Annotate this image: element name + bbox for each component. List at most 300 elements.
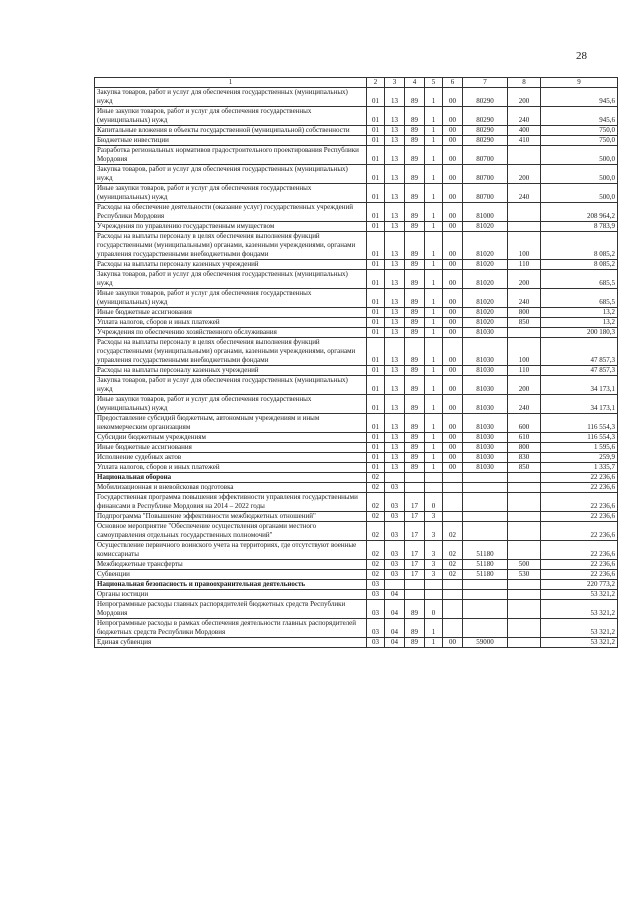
subsection-code-cell: 03 bbox=[385, 483, 405, 493]
event-code-cell: 00 bbox=[443, 232, 463, 260]
expense-type-cell bbox=[508, 619, 541, 638]
subsection-code-cell: 13 bbox=[385, 222, 405, 232]
program-code-cell: 89 bbox=[405, 619, 425, 638]
direction-code-cell: 51180 bbox=[463, 560, 508, 570]
expense-type-cell: 100 bbox=[508, 232, 541, 260]
section-code-cell: 01 bbox=[367, 289, 385, 308]
section-code-cell: 01 bbox=[367, 107, 385, 126]
direction-code-cell: 81030 bbox=[463, 328, 508, 338]
table-row bbox=[95, 522, 618, 541]
program-code-cell: 89 bbox=[405, 443, 425, 453]
subsection-code-cell: 13 bbox=[385, 107, 405, 126]
subsection-code-cell: 13 bbox=[385, 433, 405, 443]
table-row bbox=[95, 493, 618, 512]
subsection-code-cell: 03 bbox=[385, 493, 405, 512]
program-code-cell: 89 bbox=[405, 136, 425, 146]
amount-cell: 945,6 bbox=[541, 107, 618, 126]
section-code-cell: 03 bbox=[367, 638, 385, 648]
program-code-cell: 89 bbox=[405, 600, 425, 619]
section-code-cell: 02 bbox=[367, 473, 385, 483]
direction-code-cell: 80290 bbox=[463, 107, 508, 126]
row-name-cell: Иные закупки товаров, работ и услуг для обеспечения государственных (муниципальных) нужд bbox=[95, 184, 367, 203]
event-code-cell: 00 bbox=[443, 146, 463, 165]
row-name-cell: Государственная программа повышения эффективности управления государственными финансами в Республике Мордовия на 2014 – 2022 годы bbox=[95, 493, 367, 512]
subprogram-code-cell: 3 bbox=[425, 541, 443, 560]
section-code-cell: 01 bbox=[367, 318, 385, 328]
amount-cell: 13,2 bbox=[541, 308, 618, 318]
row-name-cell: Предоставление субсидий бюджетным, автономным учреждениям и иным некоммерческим организациям bbox=[95, 414, 367, 433]
subprogram-code-cell: 1 bbox=[425, 318, 443, 328]
row-name-cell: Межбюджетные трансферты bbox=[95, 560, 367, 570]
event-code-cell: 00 bbox=[443, 414, 463, 433]
amount-cell: 53 321,2 bbox=[541, 590, 618, 600]
table-header-row bbox=[95, 78, 618, 88]
row-name-cell: Непрограммные расходы главных распорядителей бюджетных средств Республики Мордовия bbox=[95, 600, 367, 619]
event-code-cell: 00 bbox=[443, 338, 463, 366]
amount-cell: 259,9 bbox=[541, 453, 618, 463]
section-code-cell: 01 bbox=[367, 88, 385, 107]
amount-cell: 500,0 bbox=[541, 165, 618, 184]
subsection-code-cell: 03 bbox=[385, 570, 405, 580]
table-row bbox=[95, 473, 618, 483]
expense-type-cell: 200 bbox=[508, 376, 541, 395]
table-row bbox=[95, 414, 618, 433]
table-row bbox=[95, 512, 618, 522]
expense-type-cell: 850 bbox=[508, 463, 541, 473]
event-code-cell: 00 bbox=[443, 136, 463, 146]
table-row bbox=[95, 638, 618, 648]
header-cell: 7 bbox=[463, 78, 508, 88]
expense-type-cell: 200 bbox=[508, 88, 541, 107]
expense-type-cell bbox=[508, 638, 541, 648]
event-code-cell: 00 bbox=[443, 184, 463, 203]
table-row bbox=[95, 328, 618, 338]
program-code-cell: 89 bbox=[405, 328, 425, 338]
table-row bbox=[95, 376, 618, 395]
section-code-cell: 02 bbox=[367, 522, 385, 541]
subsection-code-cell bbox=[385, 580, 405, 590]
header-cell: 4 bbox=[405, 78, 425, 88]
amount-cell: 750,0 bbox=[541, 126, 618, 136]
subprogram-code-cell: 3 bbox=[425, 522, 443, 541]
section-code-cell: 01 bbox=[367, 463, 385, 473]
amount-cell: 53 321,2 bbox=[541, 638, 618, 648]
subsection-code-cell: 13 bbox=[385, 165, 405, 184]
amount-cell: 22 236,6 bbox=[541, 541, 618, 560]
direction-code-cell: 81000 bbox=[463, 203, 508, 222]
row-name-cell: Иные бюджетные ассигнования bbox=[95, 443, 367, 453]
event-code-cell bbox=[443, 512, 463, 522]
expense-type-cell: 110 bbox=[508, 366, 541, 376]
amount-cell: 500,0 bbox=[541, 184, 618, 203]
row-name-cell: Расходы на обеспечение деятельности (оказание услуг) государственных учреждений Республики Мордовия bbox=[95, 203, 367, 222]
subprogram-code-cell bbox=[425, 590, 443, 600]
program-code-cell: 89 bbox=[405, 414, 425, 433]
expense-type-cell bbox=[508, 146, 541, 165]
event-code-cell: 00 bbox=[443, 222, 463, 232]
section-code-cell: 01 bbox=[367, 338, 385, 366]
row-name-cell: Непрограммные расходы в рамках обеспечения деятельности главных распорядителей бюджетных средств Республики Мордовия bbox=[95, 619, 367, 638]
subsection-code-cell: 13 bbox=[385, 88, 405, 107]
program-code-cell: 89 bbox=[405, 308, 425, 318]
subprogram-code-cell: 1 bbox=[425, 453, 443, 463]
direction-code-cell: 80700 bbox=[463, 146, 508, 165]
program-code-cell: 89 bbox=[405, 453, 425, 463]
subsection-code-cell: 13 bbox=[385, 328, 405, 338]
table-row bbox=[95, 289, 618, 308]
subprogram-code-cell: 1 bbox=[425, 260, 443, 270]
program-code-cell: 89 bbox=[405, 395, 425, 414]
row-name-cell: Субсидии бюджетным учреждениям bbox=[95, 433, 367, 443]
program-code-cell: 89 bbox=[405, 107, 425, 126]
direction-code-cell: 81030 bbox=[463, 366, 508, 376]
expense-type-cell bbox=[508, 222, 541, 232]
event-code-cell: 00 bbox=[443, 203, 463, 222]
expense-type-cell: 800 bbox=[508, 443, 541, 453]
direction-code-cell: 81030 bbox=[463, 338, 508, 366]
amount-cell: 22 236,6 bbox=[541, 560, 618, 570]
expense-type-cell: 200 bbox=[508, 165, 541, 184]
program-code-cell: 89 bbox=[405, 638, 425, 648]
section-code-cell: 01 bbox=[367, 443, 385, 453]
event-code-cell bbox=[443, 493, 463, 512]
subprogram-code-cell: 1 bbox=[425, 203, 443, 222]
page-number: 28 bbox=[576, 50, 587, 62]
expense-type-cell: 240 bbox=[508, 107, 541, 126]
direction-code-cell: 80700 bbox=[463, 165, 508, 184]
row-name-cell: Закупка товаров, работ и услуг для обеспечения государственных (муниципальных) нужд bbox=[95, 88, 367, 107]
section-code-cell: 02 bbox=[367, 512, 385, 522]
expense-type-cell: 830 bbox=[508, 453, 541, 463]
amount-cell: 200 180,3 bbox=[541, 328, 618, 338]
subsection-code-cell: 13 bbox=[385, 366, 405, 376]
section-code-cell: 02 bbox=[367, 570, 385, 580]
event-code-cell: 00 bbox=[443, 395, 463, 414]
subprogram-code-cell: 1 bbox=[425, 270, 443, 289]
expense-type-cell: 110 bbox=[508, 260, 541, 270]
table-row bbox=[95, 126, 618, 136]
expense-type-cell bbox=[508, 328, 541, 338]
program-code-cell: 89 bbox=[405, 376, 425, 395]
subsection-code-cell: 13 bbox=[385, 232, 405, 260]
amount-cell: 116 554,3 bbox=[541, 433, 618, 443]
table-row bbox=[95, 232, 618, 260]
subprogram-code-cell: 0 bbox=[425, 600, 443, 619]
amount-cell: 220 773,2 bbox=[541, 580, 618, 590]
subsection-code-cell: 13 bbox=[385, 136, 405, 146]
subprogram-code-cell: 1 bbox=[425, 619, 443, 638]
section-code-cell: 01 bbox=[367, 433, 385, 443]
expense-type-cell: 500 bbox=[508, 560, 541, 570]
subprogram-code-cell: 1 bbox=[425, 376, 443, 395]
expense-type-cell bbox=[508, 580, 541, 590]
direction-code-cell: 81020 bbox=[463, 270, 508, 289]
direction-code-cell bbox=[463, 483, 508, 493]
section-code-cell: 01 bbox=[367, 203, 385, 222]
section-code-cell: 01 bbox=[367, 165, 385, 184]
section-code-cell: 01 bbox=[367, 395, 385, 414]
expense-type-cell: 600 bbox=[508, 414, 541, 433]
table-row bbox=[95, 600, 618, 619]
amount-cell: 116 554,3 bbox=[541, 414, 618, 433]
event-code-cell bbox=[443, 580, 463, 590]
direction-code-cell: 81020 bbox=[463, 232, 508, 260]
event-code-cell: 02 bbox=[443, 560, 463, 570]
expense-type-cell bbox=[508, 203, 541, 222]
program-code-cell: 89 bbox=[405, 366, 425, 376]
row-name-cell: Закупка товаров, работ и услуг для обеспечения государственных (муниципальных) нужд bbox=[95, 270, 367, 289]
table-row bbox=[95, 433, 618, 443]
expense-type-cell bbox=[508, 473, 541, 483]
subsection-code-cell: 03 bbox=[385, 560, 405, 570]
event-code-cell: 00 bbox=[443, 126, 463, 136]
event-code-cell bbox=[443, 590, 463, 600]
amount-cell: 1 595,6 bbox=[541, 443, 618, 453]
event-code-cell: 00 bbox=[443, 433, 463, 443]
event-code-cell: 00 bbox=[443, 366, 463, 376]
amount-cell: 8 085,2 bbox=[541, 232, 618, 260]
subsection-code-cell: 13 bbox=[385, 184, 405, 203]
section-code-cell: 01 bbox=[367, 146, 385, 165]
section-code-cell: 01 bbox=[367, 232, 385, 260]
amount-cell: 34 173,1 bbox=[541, 376, 618, 395]
row-name-cell: Уплата налогов, сборов и иных платежей bbox=[95, 318, 367, 328]
event-code-cell: 00 bbox=[443, 88, 463, 107]
event-code-cell: 00 bbox=[443, 260, 463, 270]
subprogram-code-cell bbox=[425, 473, 443, 483]
program-code-cell: 17 bbox=[405, 512, 425, 522]
direction-code-cell bbox=[463, 600, 508, 619]
table-row bbox=[95, 136, 618, 146]
row-name-cell: Подпрограмма "Повышение эффективности межбюджетных отношений" bbox=[95, 512, 367, 522]
event-code-cell bbox=[443, 483, 463, 493]
event-code-cell bbox=[443, 600, 463, 619]
direction-code-cell: 81030 bbox=[463, 463, 508, 473]
direction-code-cell: 80290 bbox=[463, 126, 508, 136]
event-code-cell: 00 bbox=[443, 328, 463, 338]
event-code-cell: 00 bbox=[443, 453, 463, 463]
program-code-cell: 89 bbox=[405, 165, 425, 184]
section-code-cell: 01 bbox=[367, 184, 385, 203]
table-row bbox=[95, 318, 618, 328]
direction-code-cell: 80290 bbox=[463, 136, 508, 146]
row-name-cell: Осуществление первичного воинского учета на территориях, где отсутствуют военные комиссариаты bbox=[95, 541, 367, 560]
section-code-cell: 03 bbox=[367, 600, 385, 619]
row-name-cell: Капитальные вложения в объекты государственной (муниципальной) собственности bbox=[95, 126, 367, 136]
subsection-code-cell: 03 bbox=[385, 541, 405, 560]
direction-code-cell: 81030 bbox=[463, 453, 508, 463]
section-code-cell: 01 bbox=[367, 308, 385, 318]
section-code-cell: 01 bbox=[367, 366, 385, 376]
table-row bbox=[95, 203, 618, 222]
header-cell: 6 bbox=[443, 78, 463, 88]
row-name-cell: Расходы на выплаты персоналу казенных учреждений bbox=[95, 260, 367, 270]
amount-cell: 500,0 bbox=[541, 146, 618, 165]
amount-cell: 208 964,2 bbox=[541, 203, 618, 222]
subprogram-code-cell: 1 bbox=[425, 395, 443, 414]
section-code-cell: 01 bbox=[367, 126, 385, 136]
section-code-cell: 02 bbox=[367, 541, 385, 560]
section-code-cell: 01 bbox=[367, 453, 385, 463]
direction-code-cell: 51180 bbox=[463, 570, 508, 580]
direction-code-cell bbox=[463, 512, 508, 522]
direction-code-cell: 81020 bbox=[463, 289, 508, 308]
subprogram-code-cell: 1 bbox=[425, 165, 443, 184]
amount-cell: 685,5 bbox=[541, 270, 618, 289]
expense-type-cell: 240 bbox=[508, 395, 541, 414]
row-name-cell: Иные бюджетные ассигнования bbox=[95, 308, 367, 318]
subsection-code-cell: 13 bbox=[385, 453, 405, 463]
program-code-cell bbox=[405, 483, 425, 493]
program-code-cell: 89 bbox=[405, 203, 425, 222]
subprogram-code-cell: 1 bbox=[425, 107, 443, 126]
row-name-cell: Национальная оборона bbox=[95, 473, 367, 483]
expense-type-cell: 610 bbox=[508, 433, 541, 443]
expense-type-cell: 200 bbox=[508, 270, 541, 289]
section-code-cell: 03 bbox=[367, 619, 385, 638]
subsection-code-cell: 04 bbox=[385, 600, 405, 619]
subsection-code-cell: 13 bbox=[385, 270, 405, 289]
program-code-cell: 89 bbox=[405, 338, 425, 366]
row-name-cell: Исполнение судебных актов bbox=[95, 453, 367, 463]
row-name-cell: Учреждения по управлению государственным имуществом bbox=[95, 222, 367, 232]
table-row bbox=[95, 541, 618, 560]
subsection-code-cell: 13 bbox=[385, 260, 405, 270]
subprogram-code-cell bbox=[425, 580, 443, 590]
program-code-cell: 89 bbox=[405, 289, 425, 308]
direction-code-cell: 80290 bbox=[463, 88, 508, 107]
subprogram-code-cell: 1 bbox=[425, 433, 443, 443]
event-code-cell bbox=[443, 473, 463, 483]
row-name-cell: Расходы на выплаты персоналу казенных учреждений bbox=[95, 366, 367, 376]
subprogram-code-cell: 1 bbox=[425, 463, 443, 473]
table-row bbox=[95, 366, 618, 376]
row-name-cell: Уплата налогов, сборов и иных платежей bbox=[95, 463, 367, 473]
program-code-cell: 89 bbox=[405, 433, 425, 443]
subsection-code-cell: 03 bbox=[385, 522, 405, 541]
subprogram-code-cell: 1 bbox=[425, 638, 443, 648]
table-row bbox=[95, 260, 618, 270]
subprogram-code-cell: 1 bbox=[425, 308, 443, 318]
table-row bbox=[95, 88, 618, 107]
subsection-code-cell: 13 bbox=[385, 443, 405, 453]
row-name-cell: Учреждения по обеспечению хозяйственного обслуживания bbox=[95, 328, 367, 338]
direction-code-cell bbox=[463, 493, 508, 512]
program-code-cell: 89 bbox=[405, 318, 425, 328]
table-row bbox=[95, 308, 618, 318]
table-row bbox=[95, 107, 618, 126]
amount-cell: 1 335,7 bbox=[541, 463, 618, 473]
event-code-cell: 00 bbox=[443, 638, 463, 648]
subprogram-code-cell: 0 bbox=[425, 493, 443, 512]
row-name-cell: Иные закупки товаров, работ и услуг для обеспечения государственных (муниципальных) нужд bbox=[95, 289, 367, 308]
program-code-cell: 17 bbox=[405, 493, 425, 512]
section-code-cell: 01 bbox=[367, 376, 385, 395]
subsection-code-cell: 13 bbox=[385, 308, 405, 318]
amount-cell: 22 236,6 bbox=[541, 473, 618, 483]
expense-type-cell bbox=[508, 512, 541, 522]
event-code-cell: 00 bbox=[443, 270, 463, 289]
program-code-cell: 17 bbox=[405, 570, 425, 580]
event-code-cell: 00 bbox=[443, 376, 463, 395]
section-code-cell: 01 bbox=[367, 260, 385, 270]
subsection-code-cell: 04 bbox=[385, 638, 405, 648]
direction-code-cell bbox=[463, 473, 508, 483]
direction-code-cell: 81020 bbox=[463, 318, 508, 328]
direction-code-cell: 80700 bbox=[463, 184, 508, 203]
direction-code-cell: 81020 bbox=[463, 308, 508, 318]
table-row bbox=[95, 184, 618, 203]
budget-table bbox=[94, 77, 618, 648]
subprogram-code-cell: 3 bbox=[425, 570, 443, 580]
subsection-code-cell: 13 bbox=[385, 463, 405, 473]
section-code-cell: 03 bbox=[367, 590, 385, 600]
expense-type-cell bbox=[508, 483, 541, 493]
program-code-cell: 89 bbox=[405, 184, 425, 203]
subprogram-code-cell: 1 bbox=[425, 146, 443, 165]
expense-type-cell: 100 bbox=[508, 338, 541, 366]
amount-cell: 22 236,6 bbox=[541, 570, 618, 580]
amount-cell: 53 321,2 bbox=[541, 619, 618, 638]
amount-cell: 945,6 bbox=[541, 88, 618, 107]
row-name-cell: Расходы на выплаты персоналу в целях обеспечения выполнения функций государственными (муниципальными) органами, казенными учреждениями, органами управления государственными внебюджетными фондами bbox=[95, 232, 367, 260]
table-row bbox=[95, 443, 618, 453]
direction-code-cell: 81020 bbox=[463, 260, 508, 270]
table-row bbox=[95, 395, 618, 414]
event-code-cell: 00 bbox=[443, 308, 463, 318]
event-code-cell bbox=[443, 619, 463, 638]
header-cell: 5 bbox=[425, 78, 443, 88]
expense-type-cell: 240 bbox=[508, 289, 541, 308]
amount-cell: 22 236,6 bbox=[541, 522, 618, 541]
amount-cell: 47 857,3 bbox=[541, 338, 618, 366]
program-code-cell: 17 bbox=[405, 522, 425, 541]
subprogram-code-cell: 1 bbox=[425, 232, 443, 260]
header-cell: 2 bbox=[367, 78, 385, 88]
amount-cell: 22 236,6 bbox=[541, 483, 618, 493]
event-code-cell: 00 bbox=[443, 318, 463, 328]
expense-type-cell: 240 bbox=[508, 184, 541, 203]
row-name-cell: Основное мероприятие "Обеспечение осуществления органами местного самоуправления отдельных государственных полномочий" bbox=[95, 522, 367, 541]
event-code-cell: 00 bbox=[443, 463, 463, 473]
table-row bbox=[95, 270, 618, 289]
expense-type-cell bbox=[508, 600, 541, 619]
direction-code-cell: 51180 bbox=[463, 541, 508, 560]
amount-cell: 53 321,2 bbox=[541, 600, 618, 619]
subprogram-code-cell: 1 bbox=[425, 328, 443, 338]
row-name-cell: Разработка региональных нормативов градостроительного проектирования Республики Мордовия bbox=[95, 146, 367, 165]
amount-cell: 8 783,9 bbox=[541, 222, 618, 232]
subprogram-code-cell: 3 bbox=[425, 560, 443, 570]
row-name-cell: Субвенции bbox=[95, 570, 367, 580]
table-row bbox=[95, 560, 618, 570]
event-code-cell: 02 bbox=[443, 541, 463, 560]
program-code-cell: 89 bbox=[405, 222, 425, 232]
section-code-cell: 01 bbox=[367, 414, 385, 433]
amount-cell: 750,0 bbox=[541, 136, 618, 146]
program-code-cell: 89 bbox=[405, 88, 425, 107]
subprogram-code-cell bbox=[425, 483, 443, 493]
section-code-cell: 02 bbox=[367, 483, 385, 493]
expense-type-cell bbox=[508, 590, 541, 600]
table-row bbox=[95, 453, 618, 463]
subprogram-code-cell: 1 bbox=[425, 443, 443, 453]
program-code-cell: 89 bbox=[405, 146, 425, 165]
expense-type-cell bbox=[508, 541, 541, 560]
expense-type-cell bbox=[508, 493, 541, 512]
program-code-cell: 17 bbox=[405, 541, 425, 560]
amount-cell: 13,2 bbox=[541, 318, 618, 328]
